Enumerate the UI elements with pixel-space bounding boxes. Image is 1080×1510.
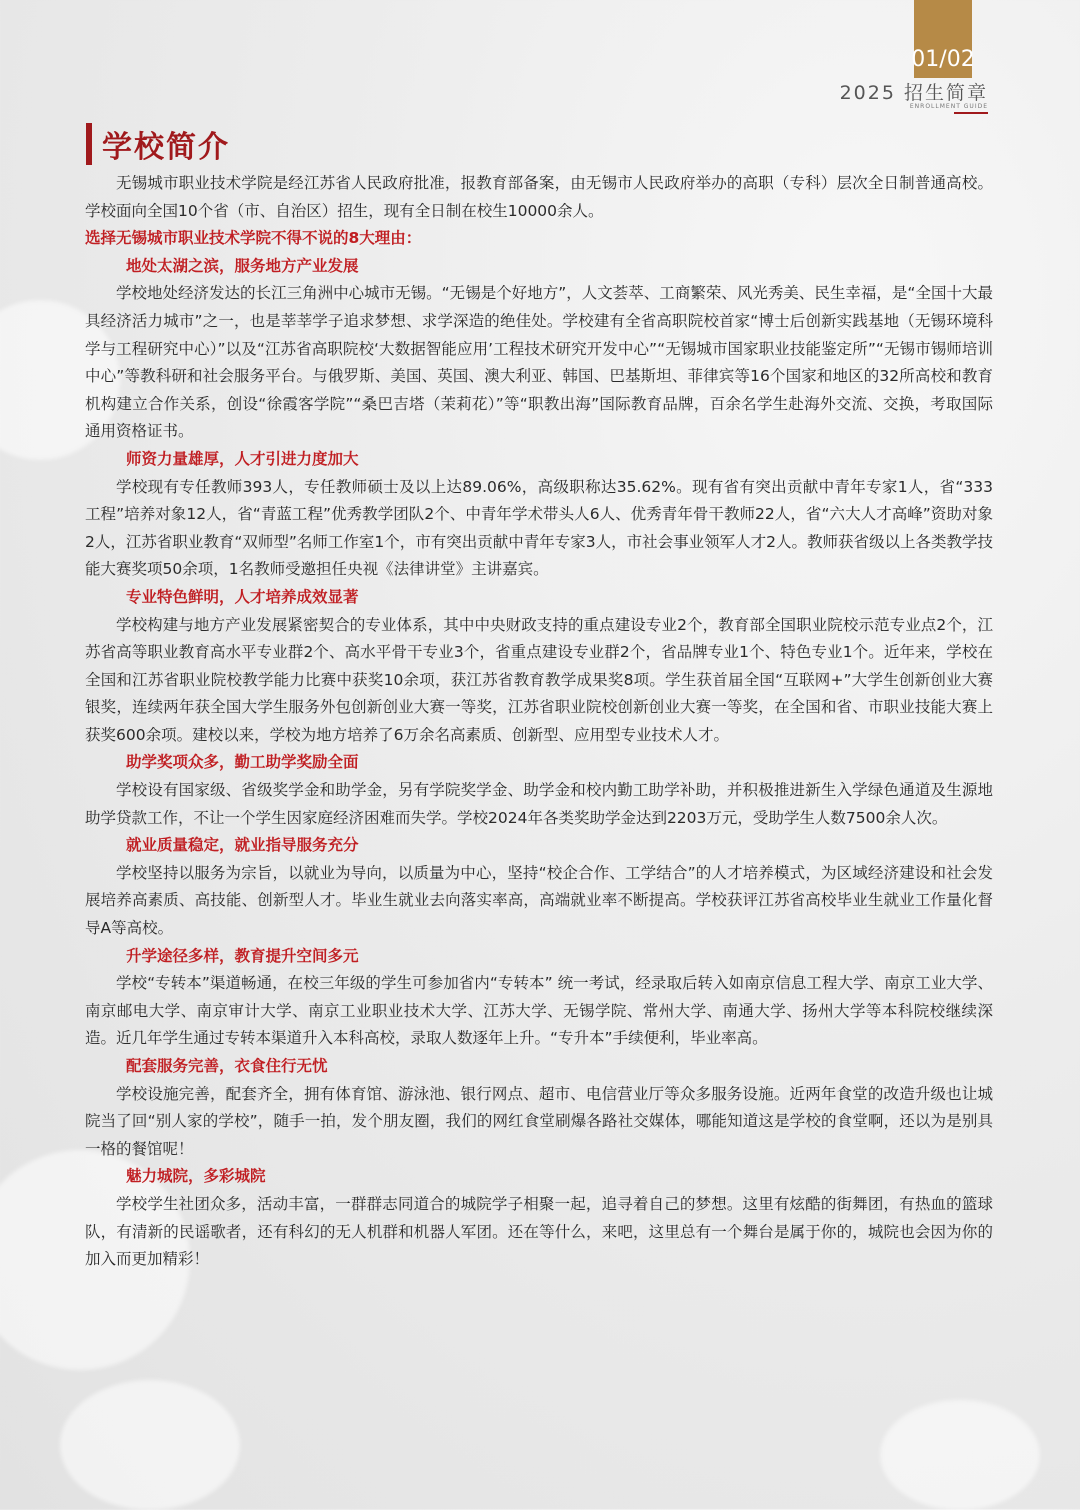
section-body: 学校设施完善，配套齐全，拥有体育馆、游泳池、银行网点、超市、电信营业厅等众多服务设施。近两年食堂的改造升级也让城院当了回“别人家的学校”，随手一拍，发个朋友圈，我们的网红食堂刷爆各路社交媒体，哪能知道这是学校的食堂啊，还以为是别具一格的餐馆呢！ xyxy=(85,1084,993,1158)
background-blossom xyxy=(60,1380,240,1510)
section-title: 配套服务完善，衣食住行无忧 xyxy=(126,1057,328,1075)
background-blossom xyxy=(880,1400,1040,1510)
page-number: 01/02 xyxy=(911,47,975,72)
page-title: 学校简介 xyxy=(102,130,230,165)
section-title: 魅力城院，多彩城院 xyxy=(126,1167,266,1186)
section-body: 学校学生社团众多，活动丰富，一群群志同道合的城院学子相聚一起，追寻着自己的梦想。这里有炫酷的街舞团，有热血的篮球队，有清新的民谣歌者，还有科幻的无人机群和机器人军团。还在等什么，来吧，这里总有一个舞台是属于你的，城院也会因为你的加入而更加精彩！ xyxy=(85,1194,993,1269)
page-tab xyxy=(911,0,975,78)
section-body: 学校构建与地方产业发展紧密契合的专业体系，其中中央财政支持的重点建设专业2个，教育部全国职业院校示范专业点2个，江苏省高等职业教育高水平专业群2个、高水平骨干专业3个，省重点建设专业群2个，省品牌专业1个、特色专业1个。近年来，学校在全国和江苏省职业院校教学能力比赛中获奖10余项，获江苏省教育教学成果奖8项。学生获首届全国“互联网+”大学生创新创业大赛银奖，连续两年获全国大学生服务外包创新创业大赛一等奖，江苏省职业院校创新创业大赛一等奖，在全国和省、市职业技能大赛上获奖600余项。建校以来，学校为地方培养了6万余名高素质、创新型、应用型专业技术人才。 xyxy=(85,615,993,744)
brochure-subtitle: ENROLLMENT GUIDE xyxy=(909,103,988,110)
section-title: 专业特色鲜明，人才培养成效显著 xyxy=(126,587,359,606)
section-body: 学校设有国家级、省级奖学金和助学金，另有学院奖学金、助学金和校内勤工助学补助，并积极推进新生入学绿色通道及生源地助学贷款工作，不让一个学生因家庭经济困难而失学。学校2024年各类奖助学金达到2203万元，受助学生人数7500余人次。 xyxy=(85,781,993,827)
section-body: 学校“专转本”渠道畅通，在校三年级的学生可参加省内“专转本” 统一考试，经录取后转入如南京信息工程大学、南京工业大学、南京邮电大学、南京审计大学、南京工业职业技术大学、江苏大学、无锡学院、常州大学、南通大学、扬州大学等本科院校继续深造。近几年学生通过专转本渠道升入本科高校，录取人数逐年上升。“专升本”手续便利，毕业率高。 xyxy=(85,974,993,1048)
accent-rule xyxy=(954,112,988,114)
article-body xyxy=(85,170,993,1274)
section-title: 助学奖项众多，勤工助学奖励全面 xyxy=(126,753,359,772)
section-body: 学校现有专任教师393人，专任教师硕士及以上达89.06%，高级职称达35.62%。现有省有突出贡献中青年专家1人，省“333工程”培养对象12人，省“青蓝工程”优秀教学团队2个、中青年学术带头人6人、优秀青年骨干教师22人，省“六大人才高峰”资助对象2人，江苏省职业教育“双师型”名师工作室1个，市有突出贡献中青年专家3人，市社会事业领军人才2人。教师获省级以上各类教学技能大赛奖项50余项，1名教师受邀担任央视《法律讲堂》主讲嘉宾。 xyxy=(85,477,994,579)
heading-bar xyxy=(86,123,92,165)
brochure-label xyxy=(840,78,988,114)
page-heading xyxy=(86,122,230,166)
section-body: 学校地处经济发达的长江三角洲中心城市无锡。“无锡是个好地方”，人文荟萃、工商繁荣、风光秀美、民生幸福，是“全国十大最具经济活力城市”之一，也是莘莘学子追求梦想、求学深造的绝佳处。学校建有全省高职院校首家“博士后创新实践基地（无锡环境科学与工程研究中心）”以及“江苏省高职院校‘大数据智能应用’工程技术研究开发中心”“无锡城市国家职业技能鉴定所”“无锡市锡师培训中心”等教科研和社会服务平台。与俄罗斯、美国、英国、澳大利亚、韩国、巴基斯坦、菲律宾等16个国家和地区的32所高校和教育机构建立合作关系，创设“徐霞客学院”“桑巴吉塔（茉莉花）”等“职教出海”国际教育品牌，百余名学生赴海外交流、交换，考取国际通用资格证书。 xyxy=(85,284,993,441)
section-title: 就业质量稳定，就业指导服务充分 xyxy=(126,836,359,855)
section-title: 师资力量雄厚，人才引进力度加大 xyxy=(126,449,359,468)
section-body: 学校坚持以服务为宗旨，以就业为导向，以质量为中心，坚持“校企合作、工学结合”的人才培养模式，为区域经济建设和社会发展培养高素质、高技能、创新型人才。毕业生就业去向落实率高，高端就业率不断提高。学校获评江苏省高校毕业生就业工作量化督导A等高校。 xyxy=(85,863,993,938)
section-title: 升学途径多样，教育提升空间多元 xyxy=(126,946,359,965)
reasons-title: 选择无锡城市职业技术学院不得不说的8大理由： xyxy=(85,229,422,248)
intro-paragraph: 无锡城市职业技术学院是经江苏省人民政府批准，报教育部备案，由无锡市人民政府举办的高职（专科）层次全日制普通高校。学校面向全国10个省（市、自治区）招生，现有全日制在校生10000余人。 xyxy=(85,174,993,220)
section-title: 地处太湖之滨，服务地方产业发展 xyxy=(126,256,359,275)
brochure-title: 2025 招生简章 xyxy=(839,82,988,104)
